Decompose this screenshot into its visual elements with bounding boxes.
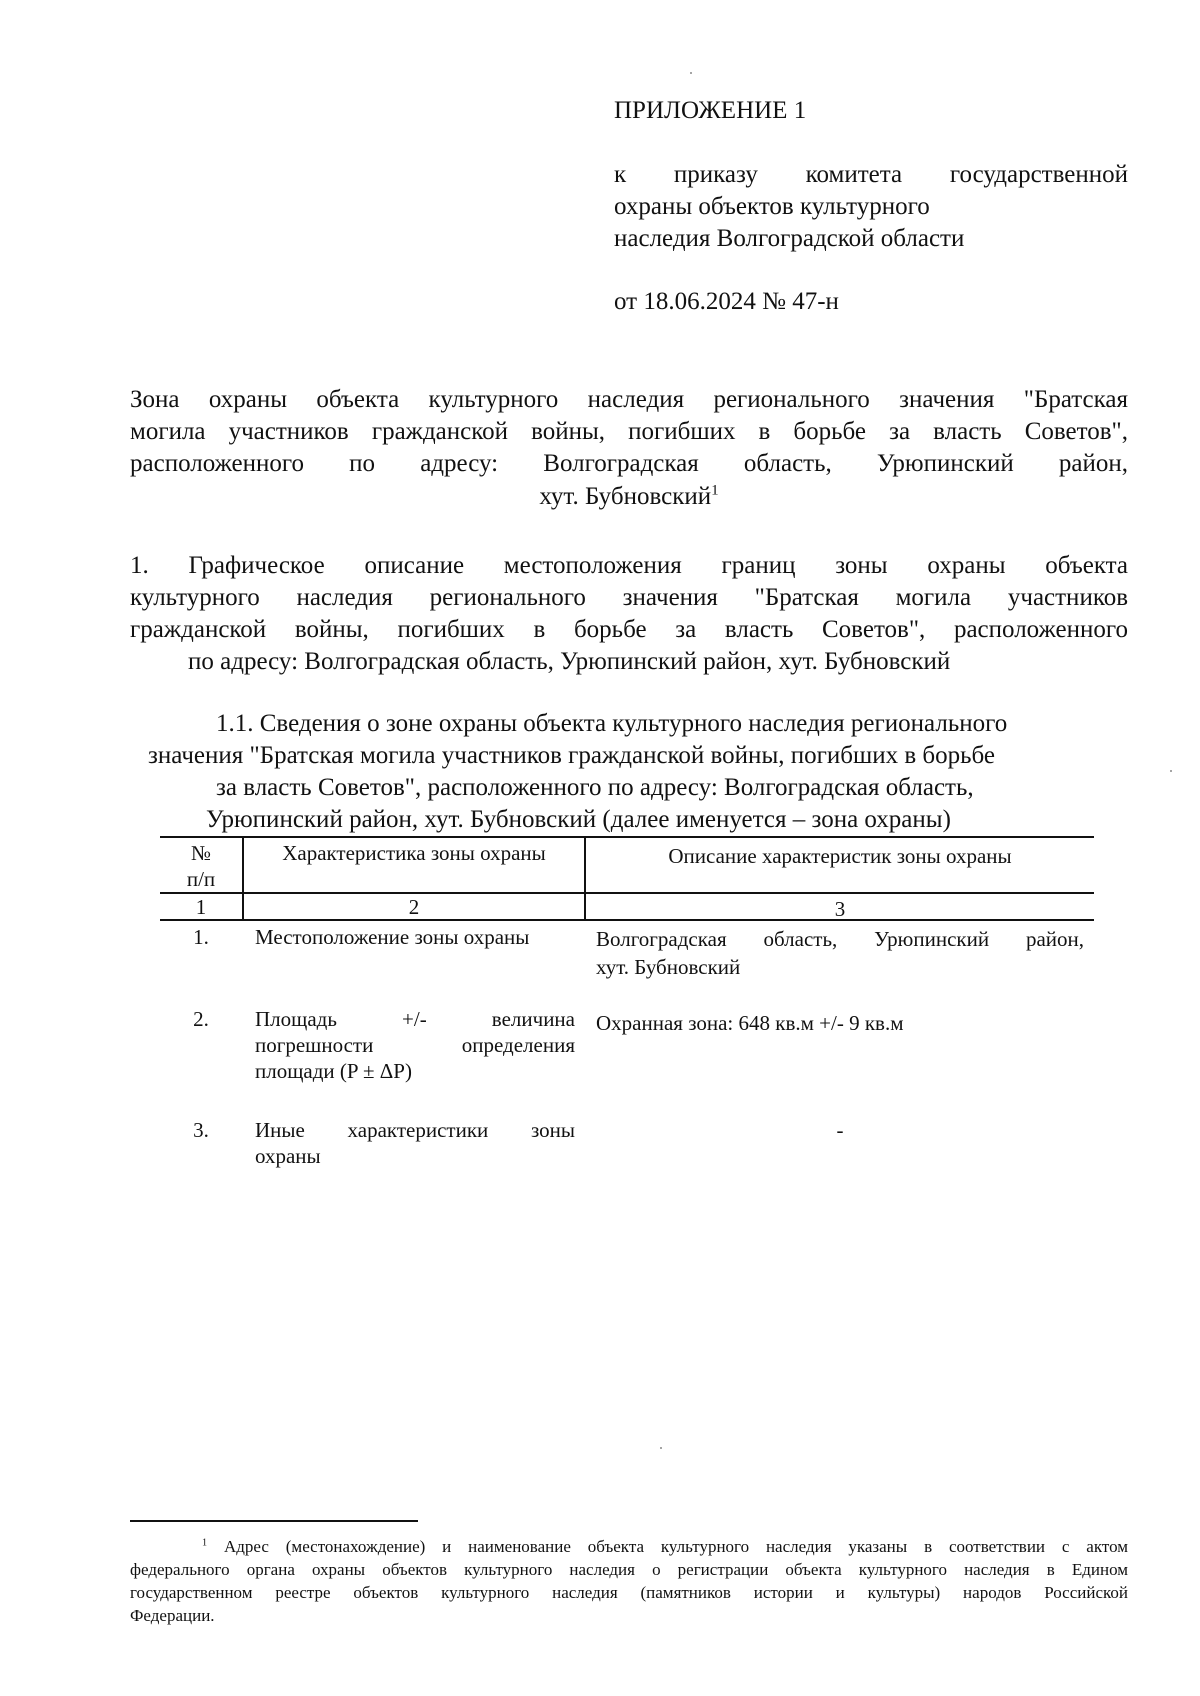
header-description: Описание характеристик зоны охраны: [668, 844, 1012, 868]
footnote-separator: [130, 1520, 418, 1522]
row-characteristic-line-2: охраны: [255, 1144, 321, 1168]
row-number: 1.: [193, 925, 209, 949]
row-description-line-1: Волгоградская область, Урюпинский район,: [596, 927, 1084, 951]
section1-line-1: 1. Графическое описание местоположения границ зоны охраны объекта: [130, 552, 1128, 579]
footnote-line-1: [130, 1536, 1128, 1558]
order-line-1: к приказу комитета государственной: [614, 161, 1128, 188]
col-number-2: 2: [408, 895, 420, 919]
col-number-1: 1: [195, 895, 207, 919]
subsection-line-2: значения "Братская могила участников гражданской войны, погибших в борьбе: [148, 742, 996, 769]
col-number-3: 3: [834, 897, 846, 921]
section1-line-4: по адресу: Волгоградская область, Урюпинский район, хут. Бубновский: [188, 648, 951, 675]
row-description-line-1: -: [836, 1118, 844, 1142]
row-characteristic-line-3: площади (P ± ΔP): [255, 1059, 412, 1083]
appendix-label: ПРИЛОЖЕНИЕ 1: [614, 97, 807, 124]
subsection-line-4: Урюпинский район, хут. Бубновский (далее именуется – зона охраны): [206, 806, 951, 833]
row-description-line-1: Охранная зона: 648 кв.м +/- 9 кв.м: [596, 1011, 904, 1035]
row-description-line-2: хут. Бубновский: [596, 955, 741, 979]
header-num-line-1: №: [190, 841, 212, 865]
row-number: 2.: [193, 1007, 209, 1031]
footnote-line-3: государственном реестре объектов культурного наследия (памятников истории и культуры) народов Российской: [130, 1583, 1128, 1602]
title-line-3: расположенного по адресу: Волгоградская область, Урюпинский район,: [130, 450, 1128, 477]
table-top-border: [160, 836, 1094, 838]
footnote-mark: 1: [202, 1537, 208, 1549]
footnote-reference[interactable]: 1: [711, 482, 719, 499]
row-characteristic-line-2: погрешности определения: [255, 1033, 575, 1057]
title-line-1: Зона охраны объекта культурного наследия регионального значения "Братская: [130, 386, 1128, 413]
row-characteristic-line-1: Площадь +/- величина: [255, 1007, 575, 1031]
subsection-line-1: 1.1. Сведения о зоне охраны объекта культурного наследия регионального: [216, 710, 1008, 737]
title-place: хут. Бубновский: [539, 483, 712, 510]
row-number: 3.: [193, 1118, 209, 1142]
row-characteristic-line-1: Иные характеристики зоны: [255, 1118, 575, 1142]
row-characteristic: Местоположение зоны охраны: [255, 925, 530, 949]
order-line-3: наследия Волгоградской области: [614, 225, 965, 252]
section1-line-3: гражданской войны, погибших в борьбе за власть Советов", расположенного: [130, 616, 1128, 643]
header-num-line-2: п/п: [186, 867, 216, 891]
scan-speck: [660, 1447, 662, 1449]
order-date: от 18.06.2024 № 47-н: [614, 288, 839, 315]
scan-speck: [1170, 770, 1172, 772]
title-line-2: могила участников гражданской войны, погибших в борьбе за власть Советов",: [130, 418, 1128, 445]
section1-line-2: культурного наследия регионального значения "Братская могила участников: [130, 584, 1128, 611]
footnote-line-2: федерального органа охраны объектов культурного наследия о регистрации объекта культурного наследия в Едином: [130, 1560, 1128, 1579]
header-characteristic: Характеристика зоны охраны: [282, 841, 546, 865]
footnote-line-4: Федерации.: [130, 1606, 215, 1625]
title-line-4: [130, 481, 1128, 513]
subsection-line-3: за власть Советов", расположенного по адресу: Волгоградская область,: [216, 774, 974, 801]
order-line-2: охраны объектов культурного: [614, 193, 930, 220]
footnote-text-1: Адрес (местонахождение) и наименование объекта культурного наследия указаны в соответствии с актом: [223, 1537, 1128, 1556]
scan-speck: [690, 72, 692, 74]
